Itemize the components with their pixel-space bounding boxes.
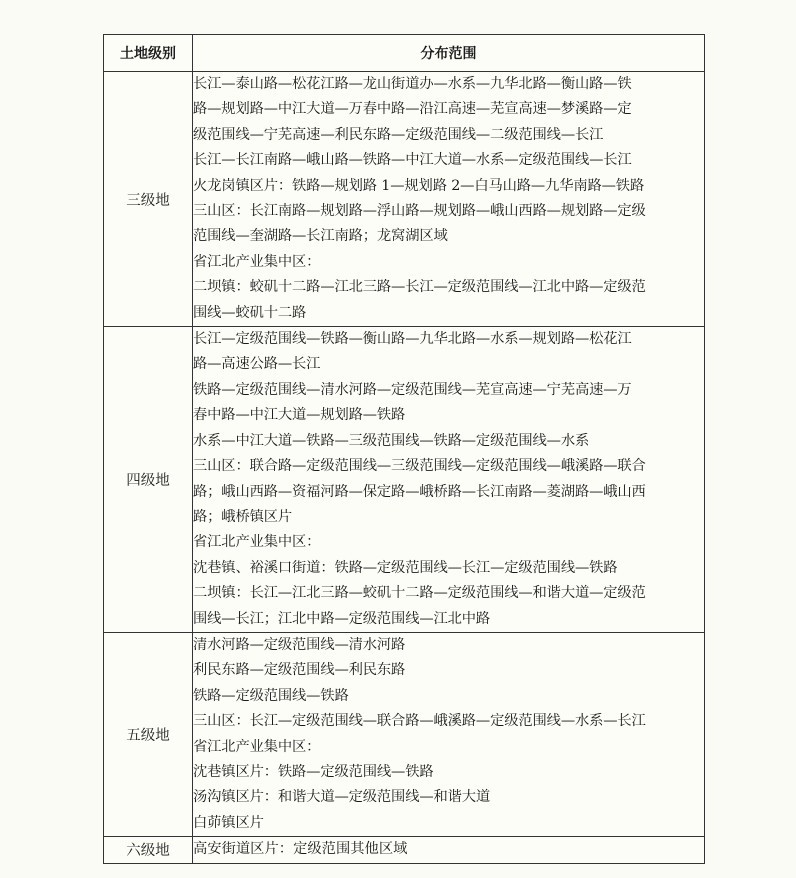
range-line: 白茆镇区片 (193, 814, 264, 831)
header-row (104, 35, 705, 72)
range-line: 沈巷镇、裕溪口街道：铁路—定级范围线—长江—定级范围线—铁路 (193, 559, 618, 576)
range-line: 省江北产业集中区： (193, 534, 321, 551)
range-line: 长江—定级范围线—铁路—衡山路—九华北路—水系—规划路—松花江 (193, 331, 632, 348)
table-row-grade-6 (104, 837, 705, 863)
range-line: 路—高速公路—长江 (193, 356, 321, 373)
table-row-grade-5 (104, 632, 705, 836)
land-grade-table (103, 34, 705, 864)
range-cell (193, 632, 705, 836)
range-line: 围线—蛟矶十二路 (193, 304, 307, 321)
range-line: 二坝镇：长江—江北三路—蛟矶十二路—定级范围线—和谐大道—定级范 (193, 585, 646, 602)
range-line: 清水河路—定级范围线—清水河路 (193, 636, 406, 653)
level-cell: 三级地 (104, 72, 193, 327)
range-line: 火龙岗镇区片：铁路—规划路 1—规划路 2—白马山路—九华南路—铁路 (193, 177, 645, 194)
table-row-grade-4 (104, 327, 705, 633)
table-row-grade-3 (104, 72, 705, 327)
range-cell (193, 837, 705, 863)
range-line: 三山区：联合路—定级范围线—三级范围线—定级范围线—峨溪路—联合 (193, 458, 646, 475)
range-line: 高安街道区片：定级范围其他区域 (193, 841, 408, 858)
range-line: 三山区：长江—定级范围线—联合路—峨溪路—定级范围线—水系—长江 (193, 713, 646, 730)
range-line: 级范围线—宁芜高速—利民东路—定级范围线—二级范围线—长江 (193, 126, 604, 143)
header-distribution-range: 分布范围 (193, 35, 705, 72)
range-line: 省江北产业集中区： (193, 253, 321, 270)
range-cell (193, 327, 705, 633)
range-line: 汤沟镇区片：和谐大道—定级范围线—和谐大道 (193, 789, 491, 806)
range-line: 铁路—定级范围线—清水河路—定级范围线—芜宣高速—宁芜高速—万 (193, 381, 632, 398)
range-line: 路；峨桥镇区片 (193, 508, 293, 525)
level-cell: 六级地 (104, 837, 193, 863)
range-line: 范围线—奎湖路—长江南路；龙窝湖区域 (193, 228, 448, 245)
range-line: 长江—长江南路—峨山路—铁路—中江大道—水系—定级范围线—长江 (193, 152, 632, 169)
range-line: 路—规划路—中江大道—万春中路—沿江高速—芜宣高速—梦溪路—定 (193, 101, 632, 118)
range-cell (193, 72, 705, 327)
range-line: 围线—长江；江北中路—定级范围线—江北中路 (193, 610, 491, 627)
range-line: 利民东路—定级范围线—利民东路 (193, 662, 406, 679)
range-line: 水系—中江大道—铁路—三级范围线—铁路—定级范围线—水系 (193, 432, 590, 449)
level-cell: 五级地 (104, 632, 193, 836)
range-line: 沈巷镇区片：铁路—定级范围线—铁路 (193, 763, 434, 780)
header-land-level: 土地级别 (104, 35, 193, 72)
range-line: 省江北产业集中区： (193, 738, 321, 755)
range-line: 三山区：长江南路—规划路—浮山路—规划路—峨山西路—规划路—定级 (193, 203, 646, 220)
range-line: 路；峨山西路—资福河路—保定路—峨桥路—长江南路—菱湖路—峨山西 (193, 483, 646, 500)
range-line: 长江—泰山路—松花江路—龙山街道办—水系—九华北路—衡山路—铁 (193, 76, 632, 92)
range-line: 春中路—中江大道—规划路—铁路 (193, 407, 406, 424)
range-line: 二坝镇：蛟矶十二路—江北三路—长江—定级范围线—江北中路—定级范 (193, 279, 646, 296)
range-line: 铁路—定级范围线—铁路 (193, 687, 349, 704)
level-cell: 四级地 (104, 327, 193, 633)
